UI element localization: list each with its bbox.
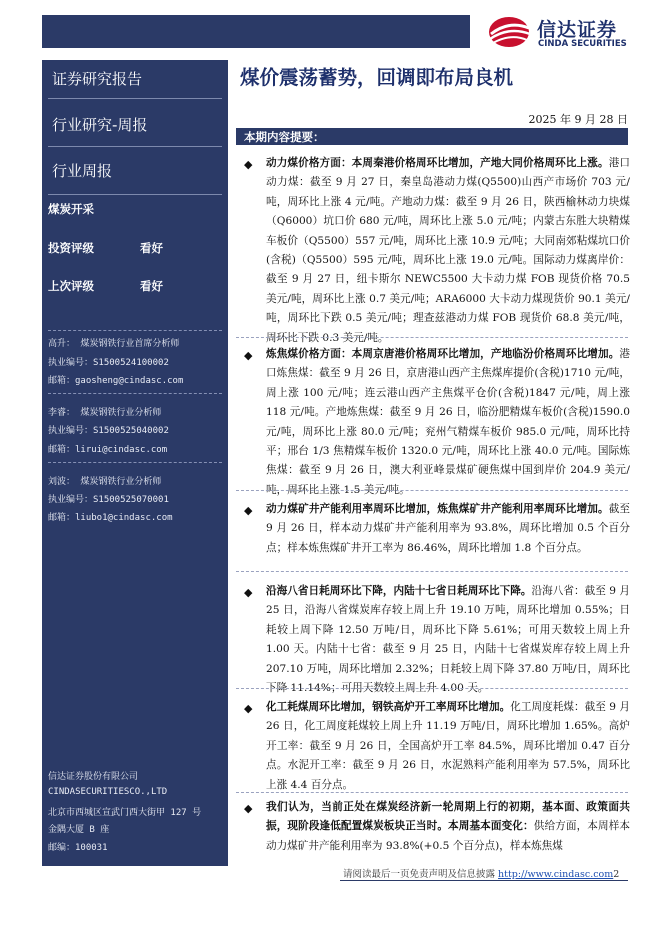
logo-text-cn: 信达证券 <box>537 19 618 41</box>
bullet-heading: 动力煤矿井产能利用率周环比增加，炼焦煤矿井产能利用率周环比增加。 <box>266 503 609 515</box>
bullet-text: 沿海八省：截至 9 月 25 日，沿海八省煤炭库存较上周上升 19.10 万吨，周环比增加 0.55%；日耗较上周下降 12.50 万吨/日，周环比下降 5.61%；可用天数较上周上升 1.00 天。内陆十七省：截至 9 月 25 日，内陆十七省煤炭库存较上周上升 207.10 万吨，周环比增加 2.32%；日耗较上周下降 37.80 万吨/日，周环比下降 11.14%；可用天数较上周上升 4.00 天。 <box>266 585 630 695</box>
bullet-heading: 炼焦煤价格方面：本周京唐港价格周环比增加，产地临汾价格周环比增加。 <box>266 348 620 360</box>
analyst-email: 邮箱：liubo1@cindasc.com <box>48 513 173 523</box>
cinda-logo-icon <box>487 12 533 52</box>
diamond-bullet-icon: ◆ <box>244 158 253 171</box>
bullet-text: 港口炼焦煤：截至 9 月 26 日，京唐港山西产主焦煤库提价(含税)1710 元/吨，周上涨 100 元/吨；连云港山西产主焦煤平仓价(含税)1847 元/吨，周上涨 118 元/吨。产地炼焦煤：截至 9 月 26 日，临汾肥精煤车板价(含税)1590.0 元/吨，周环比上涨 80.0 元/吨；兖州气精煤车板价 985.0 元/吨，周环比持平；邢台 1/3 焦精煤车板价 1320.0 元/吨，周环比上涨 40.0 元/吨。国际炼焦煤：截至 9 月 26 日，澳大利亚峰景煤矿硬焦煤中国到岸价 204.9 美元/吨，周环比上涨 1.5 美元/吨。 <box>266 348 630 496</box>
bullet-heading: 我们认为，当前正处在煤炭经济新一轮周期上行的初期，基本面、政策面共振，现阶段逢低配置煤炭板块正当时。本周基本面变化： <box>266 801 630 833</box>
company-address: 北京市西城区宣武门西大街甲 127 号 <box>48 808 202 818</box>
diamond-bullet-icon: ◆ <box>244 504 253 517</box>
sidebar-divider <box>48 146 222 147</box>
footer-rule <box>340 880 628 881</box>
analyst-email: 邮箱：lirui@cindasc.com <box>48 445 168 455</box>
industry-name: 煤炭开采 <box>48 202 94 216</box>
analyst-email: 邮箱：gaosheng@cindasc.com <box>48 376 184 386</box>
website-link[interactable]: http://www.cindasc.com <box>498 869 614 880</box>
company-logo <box>487 12 647 52</box>
analyst-cert: 执业编号：S1500525040002 <box>48 426 169 436</box>
section-divider <box>236 688 628 689</box>
company-name: 信达证券股份有限公司 <box>48 772 139 782</box>
bullet-text: 供给方面，本周样本动力煤矿井产能利用率为 93.8%(+0.5 个百分点)，样本炼焦煤 <box>266 820 631 852</box>
section-divider <box>236 792 628 793</box>
bullet-content <box>266 154 630 348</box>
summary-label: 本期内容提要： <box>244 130 325 144</box>
analyst-name: 李睿： 煤炭钢铁行业分析师 <box>48 408 162 418</box>
report-date: 2025 年 9 月 28 日 <box>528 113 628 126</box>
sidebar-divider <box>48 393 222 394</box>
company-address: 金隅大厦 B 座 <box>48 825 110 835</box>
logo-text-en: CINDA SECURITIES <box>538 39 627 49</box>
company-postcode: 邮编：100031 <box>48 843 108 853</box>
section-divider <box>236 490 628 491</box>
prev-rating-value: 看好 <box>140 279 163 293</box>
header-band <box>42 15 470 48</box>
bullet-text: 港口动力煤：截至 9 月 27 日，秦皇岛港动力煤(Q5500)山西产市场价 703 元/吨，周环比上涨 4 元/吨。产地动力煤：截至 9 月 26 日，陕西榆林动力块煤（Q6000）坑口价 680 元/吨，周环比上涨 5.0 元/吨；内蒙古东胜大块精煤车板价（Q5500）557 元/吨，周环比上涨 10.9 元/吨；大同南郊粘煤坑口价(含税)（Q5500）595 元/吨，周环比上涨 19.0 元/吨。国际动力煤离岸价：截至 9 月 27 日，纽卡斯尔 NEWC5500 大卡动力煤 FOB 现货价格 70.5 美元/吨，周环比上涨 0.7 美元/吨；ARA6000 大卡动力煤现货价 90.1 美元/吨，周环比下跌 0.5 美元/吨；理查兹港动力煤 FOB 现货价 68.8 美元/吨，周环比下跌 0.3 美元/吨。 <box>266 157 631 344</box>
rating-value: 看好 <box>140 241 163 255</box>
section-divider <box>236 571 628 572</box>
diamond-bullet-icon: ◆ <box>244 349 253 362</box>
report-type: 证券研究报告 <box>52 70 143 88</box>
summary-header <box>236 128 628 145</box>
bullet-content <box>266 798 630 856</box>
sidebar-divider <box>48 462 222 463</box>
analyst-name: 高升： 煤炭钢铁行业首席分析师 <box>48 339 180 349</box>
section-divider <box>236 337 628 338</box>
company-name-en: CINDASECURITIESCO.,LTD <box>48 787 168 797</box>
bullet-content <box>266 345 630 500</box>
sidebar <box>42 60 228 866</box>
sidebar-divider <box>48 330 222 331</box>
page-number: 2 <box>613 869 620 880</box>
sidebar-divider <box>48 98 222 99</box>
disclaimer-text: 请阅读最后一页免责声明及信息披露 <box>343 869 496 880</box>
report-subcategory: 行业周报 <box>52 162 113 180</box>
report-title: 煤价震荡蓄势，回调即布局良机 <box>240 66 514 89</box>
bullet-heading: 沿海八省日耗周环比下降，内陆十七省日耗周环比下降。 <box>266 585 532 597</box>
bullet-text: 化工周度耗煤：截至 9 月 26 日，化工周度耗煤较上周上升 11.19 万吨/日，周环比增加 1.65%。高炉开工率：截至 9 月 26 日，全国高炉开工率 84.5%，周环比增加 0.47 百分点。水泥开工率：截至 9 月 26 日，水泥熟料产能利用率为 57.5%，周环比上涨 4.4 百分点。 <box>266 701 630 791</box>
bullet-content <box>266 698 630 795</box>
bullet-heading: 化工耗煤周环比增加，钢铁高炉开工率周环比增加。 <box>266 701 511 713</box>
sidebar-divider <box>48 194 222 195</box>
page-footer <box>343 866 619 880</box>
diamond-bullet-icon: ◆ <box>244 586 253 599</box>
bullet-content <box>266 582 630 698</box>
bullet-content <box>266 500 630 558</box>
diamond-bullet-icon: ◆ <box>244 802 253 815</box>
bullet-text: 截至 9 月 26 日，样本动力煤矿井产能利用率为 93.8%，周环比增加 0.5 个百分点；样本炼焦煤矿井开工率为 86.46%，周环比增加 1.8 个百分点。 <box>266 503 631 554</box>
rating-label: 投资评级 <box>48 241 94 255</box>
analyst-cert: 执业编号：S1500524100002 <box>48 358 169 368</box>
prev-rating-label: 上次评级 <box>48 279 94 293</box>
report-category: 行业研究-周报 <box>52 116 148 134</box>
diamond-bullet-icon: ◆ <box>244 702 253 715</box>
analyst-cert: 执业编号：S1500525070001 <box>48 495 169 505</box>
bullet-heading: 动力煤价格方面：本周秦港价格周环比增加，产地大同价格周环比上涨。 <box>266 157 609 169</box>
analyst-name: 刘波： 煤炭钢铁行业分析师 <box>48 477 162 487</box>
